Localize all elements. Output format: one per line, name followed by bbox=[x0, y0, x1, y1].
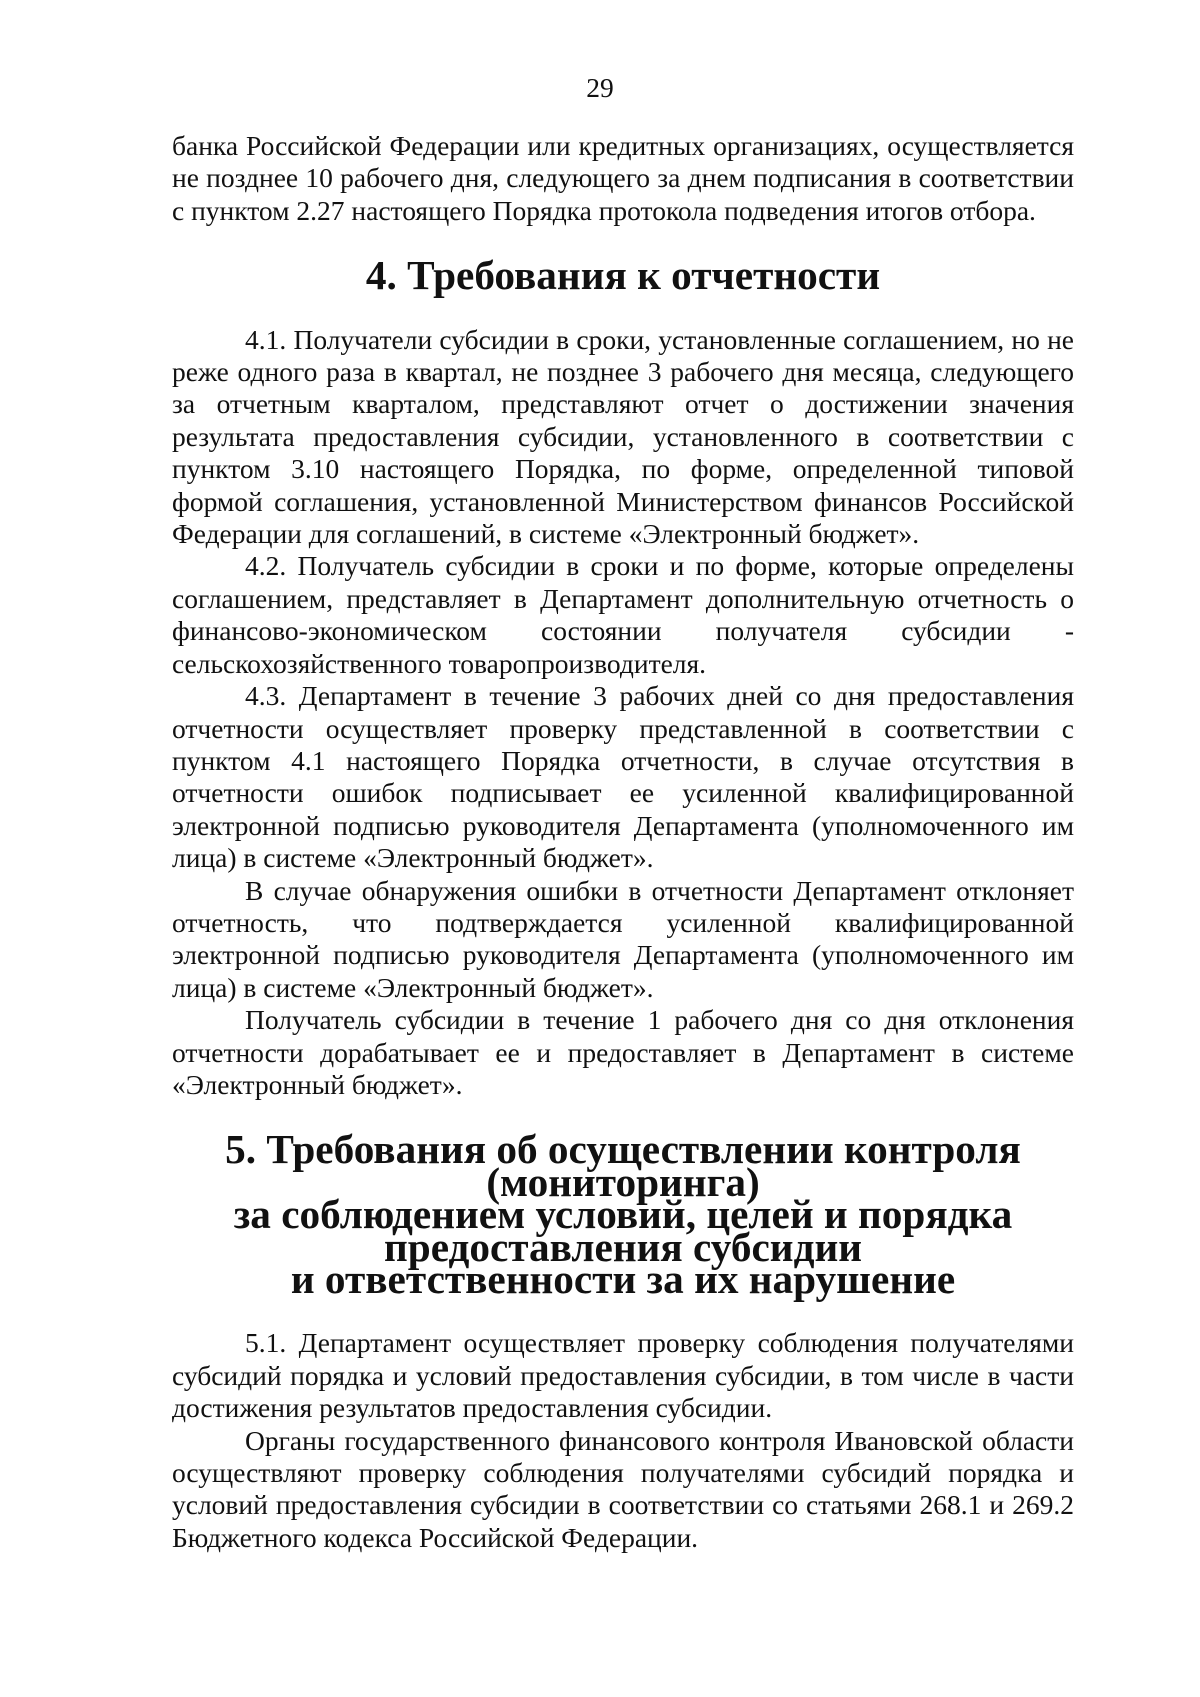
paragraph-4-3-rework: Получатель субсидии в течение 1 рабочего дня со дня отклонения отчетности дорабатывает ее и предоставляет в Департамент в системе «Электронный бюджет». bbox=[172, 1004, 1074, 1100]
paragraph-4-3-rejection: В случае обнаружения ошибки в отчетности Департамент отклоняет отчетность, что подтверждается усиленной квалифицированной электронной подписью руководителя Департамента (уполномоченного им лица) в системе «Электронный бюджет». bbox=[172, 874, 1074, 1003]
page-number: 29 bbox=[586, 72, 614, 103]
paragraph-4-3: 4.3. Департамент в течение 3 рабочих дней со дня предоставления отчетности осуществляет проверку представленной в соответствии с пунктом 4.1 настоящего Порядка отчетности, в случае отсутствия в отчетности ошибок подписывает ее усиленной квалифицированной электронной подписью руководителя Департамента (уполномоченного им лица) в системе «Электронный бюджет». bbox=[172, 680, 1074, 874]
document-body bbox=[172, 130, 1074, 1554]
section-heading-5-line-1: 5. Требования об осуществлении контроля (мониторинга) bbox=[225, 1126, 1021, 1205]
paragraph-5-1-state-control: Органы государственного финансового контроля Ивановской области осуществляют проверку соблюдения получателями субсидий порядка и условий предоставления субсидии в соответствии со статьями 268.1 и 269.2 Бюджетного кодекса Российской Федерации. bbox=[172, 1424, 1074, 1553]
paragraph-4-2: 4.2. Получатель субсидии в сроки и по форме, которые определены соглашением, представляет в Департамент дополнительную отчетность о финансово-экономическом состоянии получателя субсидии - сельскохозяйственного товаропроизводителя. bbox=[172, 550, 1074, 679]
section-heading-5-line-2: за соблюдением условий, целей и порядка предоставления субсидии bbox=[233, 1191, 1013, 1270]
section-heading-5-line-3: и ответственности за их нарушение bbox=[290, 1256, 956, 1302]
paragraph-4-1: 4.1. Получатели субсидии в сроки, установленные соглашением, но не реже одного раза в квартал, не позднее 3 рабочего дня месяца, следующего за отчетным кварталом, представляют отчет о достижении значения результата предоставления субсидии, установленного в соответствии с пунктом 3.10 настоящего Порядка, по форме, определенной типовой формой соглашения, установленной Министерством финансов Российской Федерации для соглашений, в системе «Электронный бюджет». bbox=[172, 323, 1074, 550]
section-heading-4: 4. Требования к отчетности bbox=[365, 252, 881, 299]
paragraph-continuation: банка Российской Федерации или кредитных организациях, осуществляется не позднее 10 рабочего дня, следующего за днем подписания в соответствии с пунктом 2.27 настоящего Порядка протокола подведения итогов отбора. bbox=[172, 130, 1074, 226]
paragraph-5-1: 5.1. Департамент осуществляет проверку соблюдения получателями субсидий порядка и условий предоставления субсидии, в том числе в части достижения результатов предоставления субсидии. bbox=[172, 1327, 1074, 1424]
section-heading-5 bbox=[172, 1126, 1074, 1302]
